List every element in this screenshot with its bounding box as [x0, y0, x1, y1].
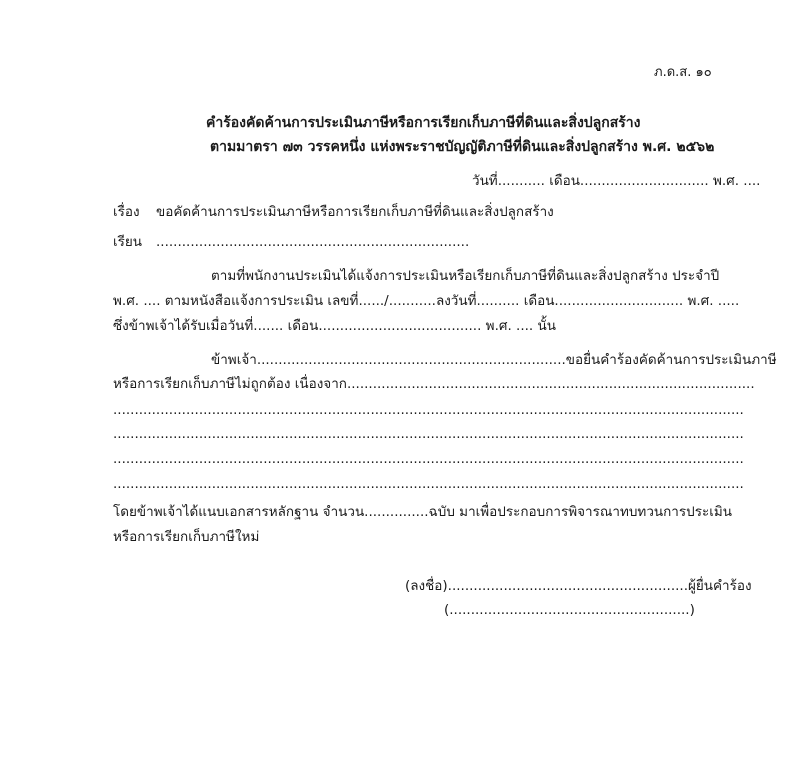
paragraph2-line-1: ข้าพเจ้า........................................................................ขอยื่นคำร้องคัดค้านการประเมินภาษี: [211, 352, 777, 368]
reason-line-3: ...................................................................................................................................................: [113, 451, 744, 467]
subject-text: ขอคัดค้านการประเมินภาษีหรือการเรียกเก็บภาษีที่ดินและสิ่งปลูกสร้าง: [156, 204, 554, 220]
paragraph3-line-1: โดยข้าพเจ้าได้แนบเอกสารหลักฐาน จำนวน...............ฉบับ มาเพื่อประกอบการพิจารณาทบทวนการประเมิน: [113, 504, 732, 520]
recipient-label: เรียน: [113, 234, 143, 250]
paragraph1-line-3: ซึ่งข้าพเจ้าได้รับเมื่อวันที่....... เดือน...................................... พ.ศ. .... นั้น: [113, 318, 556, 334]
recipient-field: .........................................................................: [156, 234, 470, 250]
signature-line: (ลงชื่อ)........................................................ผู้ยื่นคำร้อง: [405, 578, 752, 594]
paragraph1-line-1: ตามที่พนักงานประเมินได้แจ้งการประเมินหรือเรียกเก็บภาษีที่ดินและสิ่งปลูกสร้าง ประจำปี: [211, 268, 720, 284]
date-line: วันที่........... เดือน.............................. พ.ศ. ....: [472, 173, 761, 189]
paragraph1-line-2: พ.ศ. .... ตามหนังสือแจ้งการประเมิน เลขที่....../...........ลงวันที่.......... เดือน.............................. พ.ศ. .....: [113, 293, 740, 309]
title-line-2: ตามมาตรา ๗๓ วรรคหนึ่ง แห่งพระราชบัญญัติภาษีที่ดินและสิ่งปลูกสร้าง พ.ศ. ๒๕๖๒: [210, 139, 715, 155]
reason-line-2: ...................................................................................................................................................: [113, 426, 744, 442]
paragraph3-line-2: หรือการเรียกเก็บภาษีใหม่: [113, 529, 260, 545]
paragraph2-line-2: หรือการเรียกเก็บภาษีไม่ถูกต้อง เนื่องจาก...............................................................................................: [113, 376, 755, 392]
form-code: ภ.ด.ส. ๑๐: [654, 65, 712, 80]
title-line-1: คำร้องคัดค้านการประเมินภาษีหรือการเรียกเก็บภาษีที่ดินและสิ่งปลูกสร้าง: [206, 115, 641, 131]
reason-line-4: ...................................................................................................................................................: [113, 476, 744, 492]
subject-label: เรื่อง: [113, 204, 140, 220]
reason-line-1: ...................................................................................................................................................: [113, 402, 744, 418]
signature-name: (........................................................): [444, 602, 695, 618]
